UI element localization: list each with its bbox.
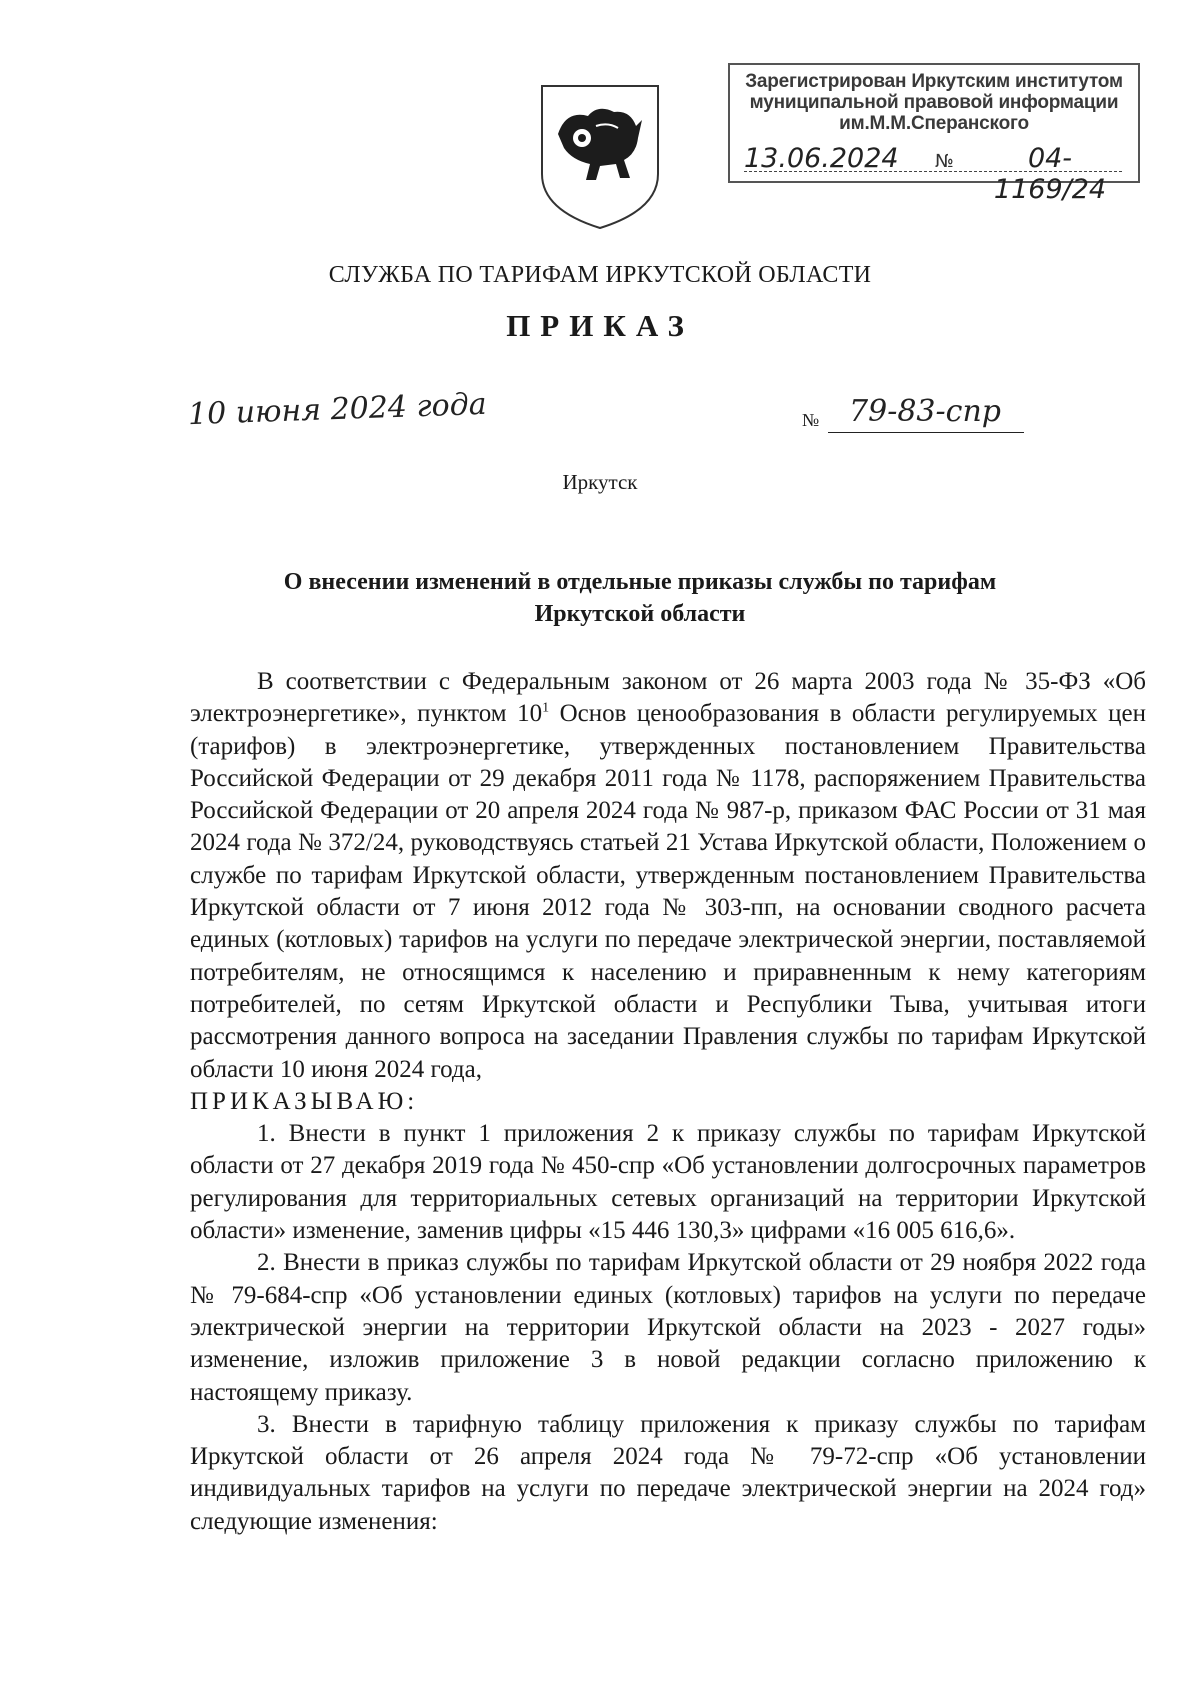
document-heading — [200, 566, 1080, 630]
document-body — [190, 666, 1146, 1538]
preamble-superscript: 1 — [542, 700, 550, 716]
stamp-number: 04-1169/24 — [993, 143, 1107, 205]
city-name: Иркутск — [562, 470, 638, 494]
irkutsk-coat-of-arms-icon — [538, 82, 662, 232]
stamp-line-3: им.М.М.Сперанского — [839, 113, 1029, 134]
clause-3: 3. Внести в тарифную таблицу приложения к приказу службы по тарифам Иркутской области от 26 апреля 2024 года № 79-72-спр «Об установлении индивидуальных тарифов на услуги по передаче электрической энергии на 2024 год» следующие изменения: — [190, 1410, 1146, 1535]
clause-2: 2. Внести в приказ службы по тарифам Иркутской области от 29 ноября 2022 года № 79-684-спр «Об установлении единых (котловых) тарифов на услуги по передаче электрической энергии на территории Иркутской области на 2023 - 2027 годы» изменение, изложив приложение 3 в новой редакции согласно приложению к настоящему приказу. — [190, 1249, 1146, 1406]
stamp-date: 13.06.2024 — [744, 143, 899, 174]
stamp-line-1: Зарегистрирован Иркутским институтом — [745, 71, 1123, 92]
heading-line-1: О внесении изменений в отдельные приказы службы по тарифам — [283, 569, 997, 595]
order-date: 10 июня 2024 года — [187, 386, 488, 433]
coat-of-arms-emblem — [538, 82, 662, 232]
preamble-paragraph — [190, 666, 1146, 1086]
stamp-registration-row — [740, 141, 1128, 205]
order-number-sign: № — [802, 410, 820, 430]
heading-line-2: Иркутской области — [534, 601, 746, 627]
registration-stamp — [728, 63, 1140, 205]
clause-1: 1. Внести в пункт 1 приложения 2 к приказу службы по тарифам Иркутской области от 27 декабря 2019 года № 450-спр «Об установлении долгосрочных параметров регулирования для территориальных сетевых организаций на территории Иркутской области» изменение, заменив цифры «15 446 130,3» цифрами «16 005 616,6». — [190, 1120, 1146, 1245]
document-title: ПРИКАЗ — [506, 308, 694, 343]
decree-word: ПРИКАЗЫВАЮ: — [190, 1087, 419, 1115]
agency-name: СЛУЖБА ПО ТАРИФАМ ИРКУТСКОЙ ОБЛАСТИ — [328, 262, 872, 288]
order-number-underline — [828, 432, 1024, 433]
order-number: 79-83-спр — [849, 394, 1001, 429]
stamp-number-sign: № — [935, 151, 954, 172]
preamble-text-1: В соответствии с Федеральным законом от 26 марта 2003 года № 35-ФЗ «Об электроэнергетике», пунктом 10 — [190, 668, 1146, 728]
stamp-underline — [744, 171, 1122, 172]
preamble-text-2: Основ ценообразования в области регулируемых цен (тарифов) в электроэнергетике, утвержденных постановлением Правительства Российской Федерации от 29 декабря 2011 года № 1178, распоряжением Правительства Российской Федерации от 20 апреля 2024 года № 987-р, приказом ФАС России от 31 мая 2024 года № 372/24, руководствуясь статьей 21 Устава Иркутской области, Положением о службе по тарифам Иркутской области, утвержденным постановлением Правительства Иркутской области от 7 июня 2012 года № 303-пп, на основании сводного расчета единых (котловых) тарифов на услуги по передаче электрической энергии, поставляемой потребителям, не относящимся к населению и приравненным к нему категориям потребителей, по сетям Иркутской области и Республики Тыва, учитывая итоги рассмотрения данного вопроса на заседании Правления службы по тарифам Иркутской области 10 июня 2024 года, — [190, 700, 1146, 1083]
stamp-line-2: муниципальной правовой информации — [749, 92, 1119, 113]
